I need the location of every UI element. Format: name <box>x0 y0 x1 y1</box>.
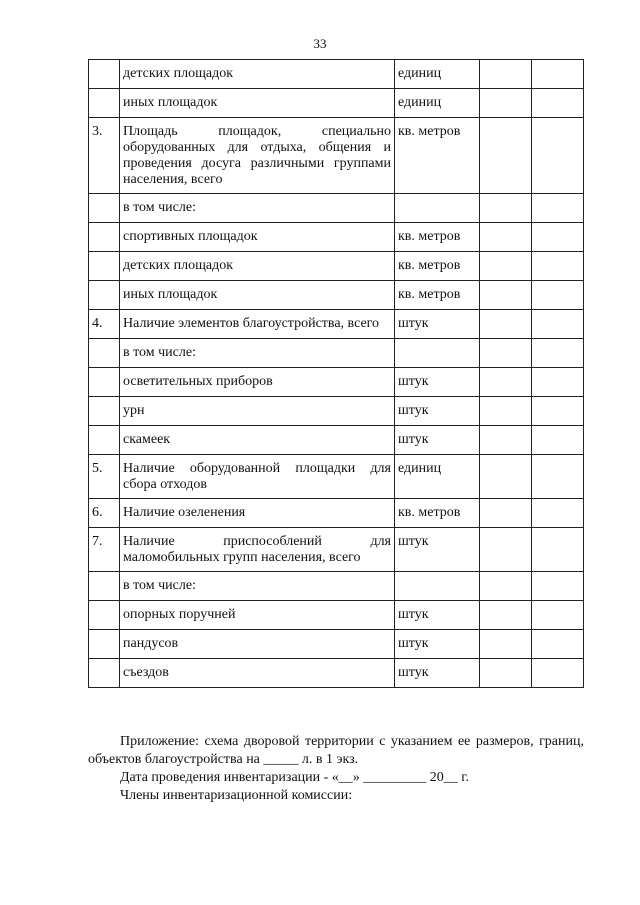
commission-members-label: Члены инвентаризационной комиссии: <box>120 788 353 803</box>
row-number <box>89 426 120 455</box>
inventory-date-line: Дата проведения инвентаризации - «__» _________ 20__ г. <box>120 770 469 785</box>
row-value-cell <box>480 89 532 118</box>
table-row <box>89 118 584 194</box>
row-value-cell <box>480 368 532 397</box>
row-number: 6. <box>89 499 120 528</box>
row-unit: единиц <box>395 89 480 118</box>
row-indicator-name: опорных поручней <box>120 601 395 630</box>
row-number <box>89 572 120 601</box>
row-indicator-name: Наличие оборудованной площадки для сбора отходов <box>120 455 395 499</box>
table-row <box>89 455 584 499</box>
row-value-cell <box>480 194 532 223</box>
row-value-cell <box>532 630 584 659</box>
row-value-cell <box>532 601 584 630</box>
table-row <box>89 310 584 339</box>
row-value-cell <box>480 528 532 572</box>
row-indicator-name: пандусов <box>120 630 395 659</box>
row-indicator-name: Наличие озеленения <box>120 499 395 528</box>
row-unit <box>395 194 480 223</box>
row-indicator-name: спортивных площадок <box>120 223 395 252</box>
row-indicator-name: Площадь площадок, специально оборудованных для отдыха, общения и проведения досуга различными группами населения, всего <box>120 118 395 194</box>
row-indicator-name: детских площадок <box>120 60 395 89</box>
row-number <box>89 339 120 368</box>
table-body <box>89 60 584 688</box>
row-value-cell <box>532 60 584 89</box>
row-number <box>89 223 120 252</box>
row-unit <box>395 572 480 601</box>
table-row <box>89 499 584 528</box>
row-number <box>89 659 120 688</box>
row-value-cell <box>480 252 532 281</box>
row-value-cell <box>480 455 532 499</box>
row-value-cell <box>532 659 584 688</box>
row-value-cell <box>480 339 532 368</box>
row-indicator-name: в том числе: <box>120 339 395 368</box>
row-value-cell <box>532 455 584 499</box>
table-row <box>89 339 584 368</box>
row-unit: штук <box>395 426 480 455</box>
annex-note: Приложение: схема дворовой территории с указанием ее размеров, границ, объектов благоустройства на _____ л. в 1 экз. <box>88 734 584 767</box>
row-value-cell <box>480 659 532 688</box>
row-value-cell <box>480 118 532 194</box>
table-row <box>89 528 584 572</box>
row-value-cell <box>532 339 584 368</box>
table-row <box>89 368 584 397</box>
row-unit: кв. метров <box>395 252 480 281</box>
row-number <box>89 60 120 89</box>
row-unit: штук <box>395 659 480 688</box>
row-value-cell <box>532 368 584 397</box>
row-number <box>89 281 120 310</box>
row-value-cell <box>532 194 584 223</box>
row-value-cell <box>480 60 532 89</box>
row-unit: штук <box>395 397 480 426</box>
row-value-cell <box>480 426 532 455</box>
row-unit: штук <box>395 310 480 339</box>
row-value-cell <box>532 572 584 601</box>
row-number: 7. <box>89 528 120 572</box>
row-unit: кв. метров <box>395 223 480 252</box>
row-value-cell <box>532 528 584 572</box>
row-value-cell <box>532 397 584 426</box>
row-value-cell <box>532 426 584 455</box>
table-row <box>89 630 584 659</box>
row-value-cell <box>480 630 532 659</box>
row-value-cell <box>532 281 584 310</box>
table-row <box>89 223 584 252</box>
row-indicator-name: иных площадок <box>120 89 395 118</box>
row-number: 4. <box>89 310 120 339</box>
row-indicator-name: осветительных приборов <box>120 368 395 397</box>
row-value-cell <box>480 310 532 339</box>
row-indicator-name: иных площадок <box>120 281 395 310</box>
table-row <box>89 252 584 281</box>
table-row <box>89 60 584 89</box>
row-number <box>89 252 120 281</box>
table-row <box>89 572 584 601</box>
row-unit: единиц <box>395 455 480 499</box>
row-indicator-name: урн <box>120 397 395 426</box>
row-unit: штук <box>395 601 480 630</box>
row-value-cell <box>480 499 532 528</box>
row-number <box>89 194 120 223</box>
row-number <box>89 630 120 659</box>
row-unit: кв. метров <box>395 118 480 194</box>
table-row <box>89 397 584 426</box>
row-value-cell <box>532 310 584 339</box>
row-indicator-name: детских площадок <box>120 252 395 281</box>
row-number <box>89 397 120 426</box>
row-value-cell <box>480 601 532 630</box>
row-unit: штук <box>395 630 480 659</box>
row-unit <box>395 339 480 368</box>
row-value-cell <box>532 499 584 528</box>
row-value-cell <box>480 223 532 252</box>
table-row <box>89 281 584 310</box>
row-value-cell <box>480 572 532 601</box>
row-value-cell <box>532 89 584 118</box>
row-value-cell <box>532 252 584 281</box>
row-unit: единиц <box>395 60 480 89</box>
table-row <box>89 89 584 118</box>
row-indicator-name: в том числе: <box>120 194 395 223</box>
inventory-table <box>88 59 584 688</box>
row-value-cell <box>532 118 584 194</box>
row-unit: кв. метров <box>395 499 480 528</box>
row-value-cell <box>480 281 532 310</box>
row-indicator-name: Наличие приспособлений для маломобильных групп населения, всего <box>120 528 395 572</box>
table-row <box>89 659 584 688</box>
table-row <box>89 194 584 223</box>
page-number: 33 <box>313 36 327 51</box>
row-unit: кв. метров <box>395 281 480 310</box>
row-number: 3. <box>89 118 120 194</box>
row-number <box>89 601 120 630</box>
row-number <box>89 368 120 397</box>
row-indicator-name: Наличие элементов благоустройства, всего <box>120 310 395 339</box>
row-indicator-name: скамеек <box>120 426 395 455</box>
row-unit: штук <box>395 528 480 572</box>
row-number <box>89 89 120 118</box>
document-footer <box>88 733 584 805</box>
table-row <box>89 426 584 455</box>
row-indicator-name: в том числе: <box>120 572 395 601</box>
row-value-cell <box>480 397 532 426</box>
row-unit: штук <box>395 368 480 397</box>
row-indicator-name: съездов <box>120 659 395 688</box>
row-number: 5. <box>89 455 120 499</box>
row-value-cell <box>532 223 584 252</box>
table-row <box>89 601 584 630</box>
